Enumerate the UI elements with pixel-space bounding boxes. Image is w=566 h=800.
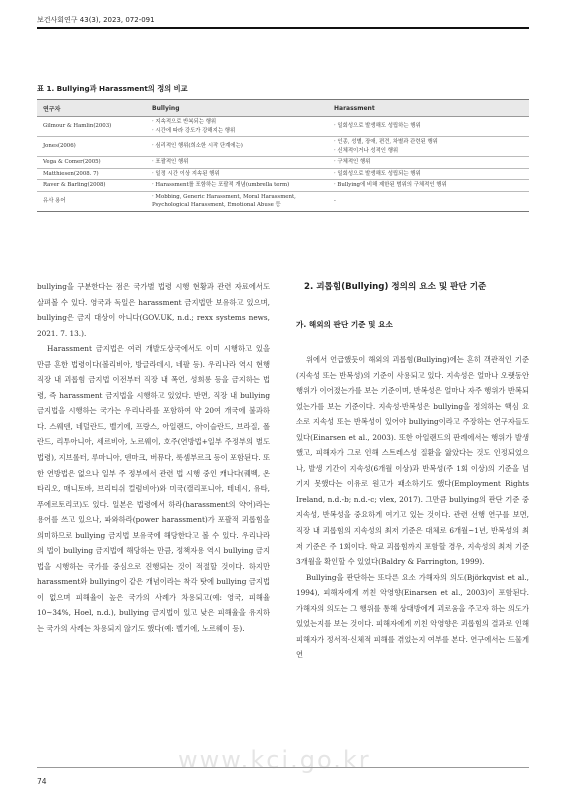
harassment-cell [328,117,529,137]
harassment-cell [328,180,529,192]
column-header: Bullying [146,100,328,117]
section-heading: 2. 괴롭힘(Bullying) 정의의 요소 및 판단 기준 [304,282,487,292]
comparison-table [37,99,529,212]
bullying-cell [146,191,328,211]
bullying-cell [146,180,328,192]
body-paragraph: Harassment 금지법은 여러 개발도상국에서도 이미 시행하고 있을 만큼 흔한 법령이다(볼리비아, 방글라데시, 네팔 등). 우리나라 역시 현행 직장 내 괴롭힘 금지법 이전부터 직장 내 폭언, 성희롱 등을 금지하는 법령, 즉 harassment 금지법을 시행하고 있었다. 반면, 직장 내 bullying 금지법을 시행하는 국가는 우리나라를 포함하여 약 20여 개국에 불과하다. 스웨덴, 네덜란드, 벨기에, 프랑스, 아일랜드, 아이슬란드, 브라질, 폴란드, 리투아니아, 세르비아, 노르웨이, 호주(연방법+일부 주정부의 별도 법령), 지브롤터, 루마니아, 덴마크, 버뮤다, 룩셈부르크 등이 포함된다. 또한 연방법은 없으나 일부 주 정부에서 관련 법 시행 중인 캐나다(퀘벡, 온타리오, 매니토바, 브리티쉬 컬럼비아)와 미국(캘리포니아, 테네시, 유타, 푸에르토리코)도 있다. 일본은 법령에서 하라(harassment의 약어)라는 용어를 쓰고 있으나, 파와하라(power harassment)가 포괄적 괴롭힘을 의미하므로 bullying 금지법 보유국에 해당한다고 볼 수 있다. 우리나라의 법이 bullying 금지법에 해당하는 만큼, 정책자용 역시 bullying 금지법을 시행하는 국가를 중심으로 진행되는 것이 적절할 것이다. 하지만 harassment와 bullying이 같은 개념이라는 착각 탓에 bullying 금지법이 없으며 피해율이 높은 국가의 사례가 차용되고(예: 영국, 피해율 10~34%, Hoel, n.d.), bullying 금지법이 있고 낮은 피해율을 유지하는 국가의 사례는 차용되지 않기도 했다(예: 벨기에, 노르웨이 등). [37,344,270,634]
cell-line: · 포괄적인 행위 [152,159,189,165]
subsection-heading: 가. 해외의 판단 기준 및 요소 [296,320,393,329]
table-header-row [37,100,529,117]
author-cell: Matthiesen(2008. 7) [37,168,146,180]
table-row [37,157,529,169]
column-header: 연구자 [37,100,146,117]
bullying-cell [146,137,328,157]
header-rule [37,27,529,29]
cell-line: · 일회성으로 발생해도 성립하는 행위 [334,123,421,130]
table-row [37,117,529,137]
cell-line: · 일회성으로 발생해도 성립되는 행위 [334,170,421,177]
cell-line: · 심리적인 행위(희소한 시작 단계에는) [152,143,243,150]
author-cell: Vega & Comer(2005) [37,157,146,169]
column-header: Harassment [328,100,529,117]
bullying-cell [146,168,328,180]
left-column [37,279,270,637]
cell-line: · 신체적이거나 성적인 행위 [334,147,399,154]
page-number: 74 [37,777,47,786]
bullying-cell [146,117,328,137]
cell-line: · Harassment를 포함하는 포괄적 개념(umbrella term) [152,182,290,188]
cell-line: Psychological Harassment, Emotional Abuse 등 [152,202,281,208]
cell-line: - [334,197,336,204]
body-paragraph: bullying을 구분한다는 점은 국가별 법령 시행 현황과 관련 자료에서도 살펴볼 수 있다. 영국과 독일은 harassment 금지법만 보유하고 있으며, bullying은 금지 대상이 아니다(GOV.UK, n.d.; rexx systems news, 2021. 7. 13.). [37,282,270,338]
cell-line: · Mobbing, Generic Harassment, Moral Harassment, [152,193,296,200]
body-paragraph: 위에서 언급했듯이 해외의 괴롭힘(Bullying)에는 흔히 객관적인 기준(지속성 또는 반복성)의 기준이 사용되고 있다. 지속성은 얼마나 오랫동안 행위가 이어졌는가를 보는 기준이며, 반복성은 얼마나 자주 행위가 반복되었는가를 보는 기준이다. 지속성·반복성은 bullying을 정의하는 핵심 요소로 지속성 또는 반복성이 있어야 bullying이라고 주장하는 연구자들도 있다(Einarsen et al., 2003). 또한 아일랜드의 판례에서는 행위가 발생했고, 피해자가 그로 인해 스트레스성 질환을 앓았다는 것도 인정되었으나, 발생 기간이 지속성(6개월 이상)과 반복성(주 1회 이상)의 기준을 넘기지 못했다는 이유로 원고가 패소하기도 했다(Employment Rights Ireland, n.d.-b; n.d.-c; vlex, 2017). 그만큼 bullying의 판단 기준 중 지속성, 반복성을 중요하게 여기고 있는 것이다. 관련 선행 연구를 보면, 직장 내 괴롭힘의 지속성의 최저 기준은 대체로 6개월~1년, 반복성의 최저 기준은 주 1회이다. 학교 괴롭힘까지 포함할 경우, 지속성의 최저 기준 3개월을 확인할 수 있었다(Baldry & Farrington, 1999). [296,355,529,567]
cell-line: · Bullying에 비해 제한된 범위의 구체적인 행위 [334,182,447,188]
watermark: www.kci.go.kr [178,746,371,774]
bullying-cell [146,157,328,169]
table-title: 표 1. Bullying과 Harassment의 정의 비교 [37,84,188,93]
cell-line: · 지속적으로 반복되는 행위 [152,119,217,125]
cell-line: · 인종, 성별, 장애, 편견, 차별과 관련된 행위 [334,139,438,145]
author-cell: 유사 용어 [37,191,146,211]
harassment-cell [328,191,529,211]
cell-line: · 구체적인 행위 [334,159,371,165]
table-row [37,137,529,157]
table-row [37,191,529,211]
harassment-cell [328,137,529,157]
author-cell: Raver & Barling(2008) [37,180,146,192]
table-row [37,168,529,180]
table-row [37,180,529,192]
harassment-cell [328,157,529,169]
right-column [296,352,529,663]
author-cell: Gilmour & Hamlin(2003) [37,117,146,137]
body-paragraph: Bullying을 판단하는 또다른 요소 가해자의 의도(Björkqvist et al., 1994), 피해자에게 끼친 악영향(Einarsen et al., 2003)이 포함된다. 가해자의 의도는 그 행위를 통해 상대방에게 괴로움을 주고자 하는 의도가 있었는지를 보는 것이다. 피해자에게 끼친 악영향은 괴롭힘의 결과로 인해 피해자가 정서적·신체적 피해를 겪었는지 여부를 본다. 연구에서는 드물게 연 [296,572,529,660]
cell-line: · 일정 시간 이상 지속된 행위 [152,170,220,177]
footer-rule [37,767,529,768]
author-cell: Jones(2006) [37,137,146,157]
cell-line: · 시간에 따라 강도가 강해지는 행위 [152,127,236,134]
journal-header: 보건사회연구 43(3), 2023, 072-091 [37,16,155,24]
harassment-cell [328,168,529,180]
